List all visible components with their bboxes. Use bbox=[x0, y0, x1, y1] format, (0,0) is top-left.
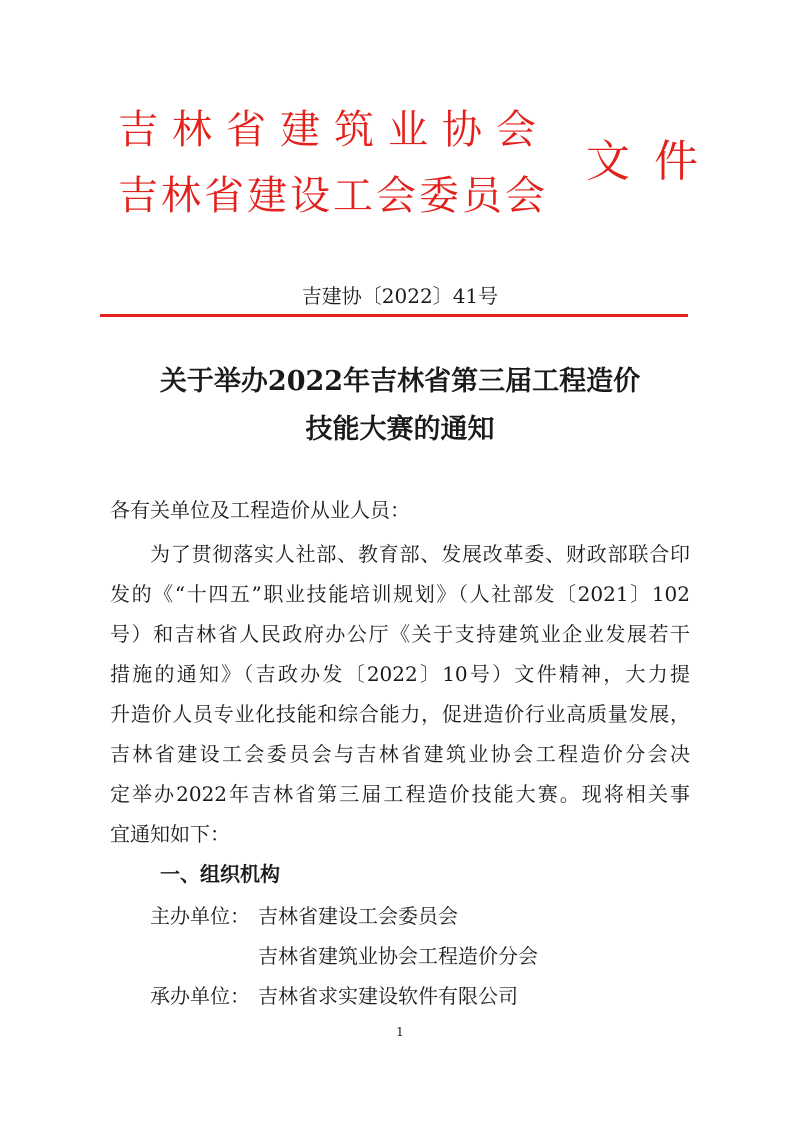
body-line: 宜通知如下： bbox=[110, 822, 230, 846]
body-line: 升造价人员专业化技能和综合能力，促进造价行业高质量发展， bbox=[110, 702, 690, 726]
document-number: 吉建协〔2022〕41号 bbox=[301, 284, 499, 308]
host-label: 主办单位： bbox=[150, 904, 250, 928]
body-line: 吉林省建设工会委员会与吉林省建筑业协会工程造价分会决 bbox=[110, 742, 690, 766]
body-line: 定举办2022年吉林省第三届工程造价技能大赛。现将相关事 bbox=[110, 782, 690, 806]
organizer-unit: 吉林省求实建设软件有限公司 bbox=[258, 984, 518, 1008]
body-line: 发的《“十四五”职业技能培训规划》（人社部发〔2021〕102 bbox=[110, 582, 690, 606]
section-heading: 一、组织机构 bbox=[160, 862, 280, 886]
body-line: 为了贯彻落实人社部、教育部、发展改革委、财政部联合印 bbox=[150, 542, 690, 566]
body-line: 号）和吉林省人民政府办公厅《关于支持建筑业企业发展若干 bbox=[110, 622, 690, 646]
organizer-label: 承办单位： bbox=[150, 984, 250, 1008]
salutation: 各有关单位及工程造价从业人员： bbox=[110, 498, 410, 522]
body-line: 措施的通知》（吉政办发〔2022〕10号）文件精神，大力提 bbox=[110, 662, 690, 686]
host-unit-2: 吉林省建筑业协会工程造价分会 bbox=[258, 944, 538, 968]
document-label: 文件 bbox=[586, 136, 722, 187]
page-number: 1 bbox=[396, 1025, 404, 1039]
issuer-name-2: 吉林省建设工会委员会 bbox=[118, 173, 548, 219]
issuer-name-1: 吉林省建筑业协会 bbox=[118, 107, 550, 153]
host-unit-1: 吉林省建设工会委员会 bbox=[258, 904, 458, 928]
notice-title-line-2: 技能大赛的通知 bbox=[305, 414, 495, 445]
notice-title-line-1: 关于举办2022年吉林省第三届工程造价 bbox=[159, 366, 641, 397]
red-divider bbox=[100, 314, 688, 317]
